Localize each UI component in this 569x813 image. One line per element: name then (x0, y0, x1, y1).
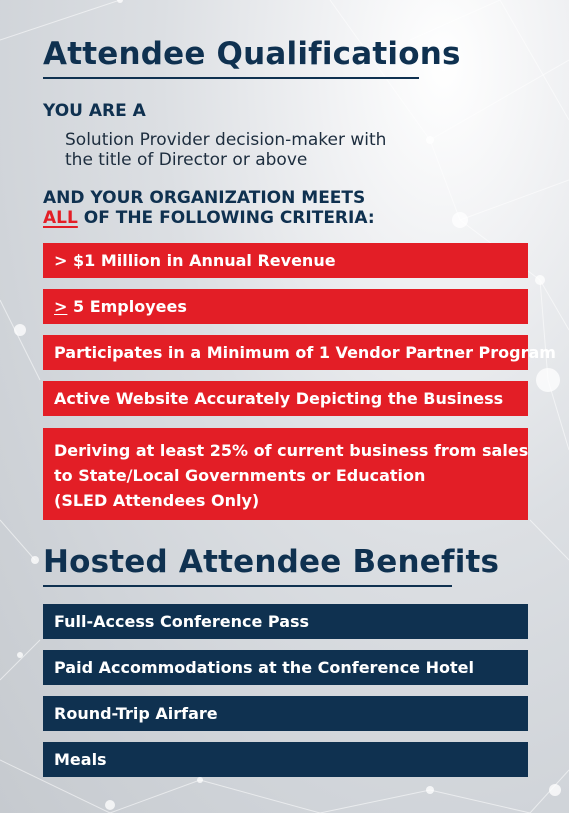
benefit-airfare (43, 696, 528, 731)
benefits-title: Hosted Attendee Benefits (43, 544, 500, 580)
role-line: the title of Director or above (65, 150, 308, 170)
sled-line: to State/Local Governments or Education (54, 466, 426, 485)
criteria-text: 5 Employees (72, 297, 187, 316)
greater-or-equal-symbol: > (54, 297, 68, 316)
all-emphasis: ALL (43, 208, 78, 228)
criteria-text: > $1 Million in Annual Revenue (54, 251, 336, 270)
benefit-text: Paid Accommodations at the Conference Hotel (54, 658, 474, 677)
criteria-website (43, 381, 528, 416)
sled-line: Deriving at least 25% of current business from sales (54, 441, 529, 460)
criteria-vendor-program (43, 335, 556, 370)
criteria-revenue (43, 243, 528, 278)
criteria-sled (43, 428, 528, 520)
benefit-text: Full-Access Conference Pass (54, 612, 310, 631)
benefit-text: Meals (54, 750, 107, 769)
criteria-text: Active Website Accurately Depicting the Business (54, 389, 504, 408)
criteria-employees (43, 289, 528, 324)
benefits-title-underline (43, 585, 452, 587)
criteria-label (43, 208, 375, 228)
qualifications-title: Attendee Qualifications (43, 36, 461, 72)
role-line: Solution Provider decision-maker with (65, 130, 387, 150)
qualifications-title-underline (43, 77, 419, 79)
benefit-text: Round-Trip Airfare (54, 704, 218, 723)
benefit-conference-pass (43, 604, 528, 639)
sled-line: (SLED Attendees Only) (54, 491, 260, 510)
benefit-meals (43, 742, 528, 777)
benefit-accommodations (43, 650, 528, 685)
criteria-label-rest: OF THE FOLLOWING CRITERIA: (77, 208, 375, 228)
you-are-label: YOU ARE A (43, 101, 146, 121)
organization-label: AND YOUR ORGANIZATION MEETS (43, 188, 366, 208)
criteria-text: Participates in a Minimum of 1 Vendor Partner Program (54, 343, 556, 362)
role-description (65, 130, 386, 170)
